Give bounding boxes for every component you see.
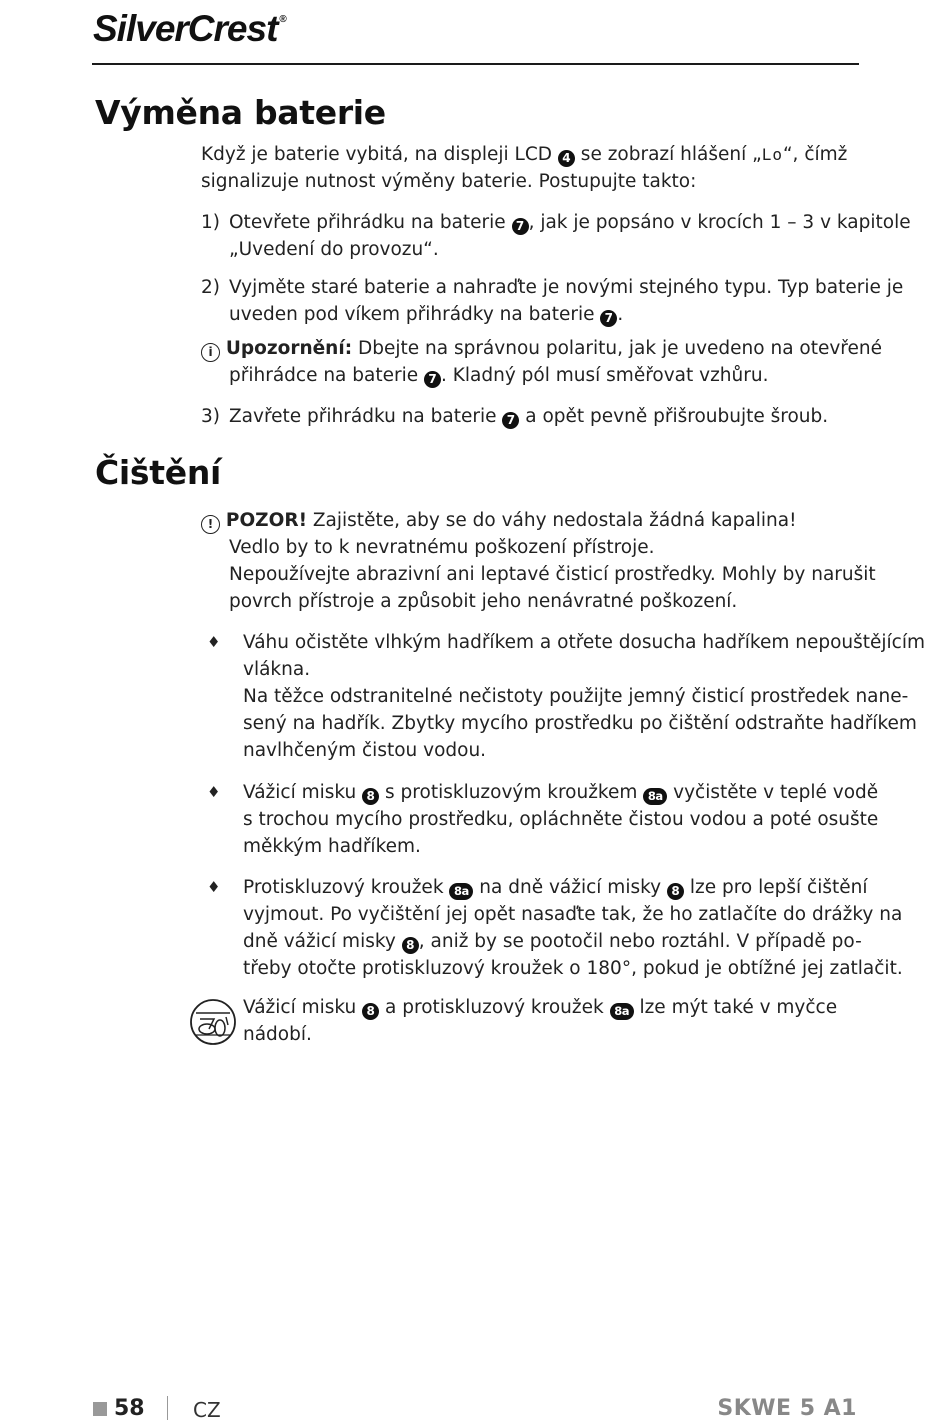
section-title-cleaning: Čištění <box>95 453 222 492</box>
text: lze mýt také v myčce <box>633 997 838 1018</box>
warning-line4: povrch přístroje a způsobit jeho nenávratné poškození. <box>229 591 738 612</box>
text: Vyjměte staré baterie a nahraďte je novými stejného typu. Typ baterie je <box>229 277 904 298</box>
section-title-battery: Výměna baterie <box>95 93 386 132</box>
ref-number-badge: 8 <box>362 1003 379 1020</box>
text: na dně vážicí misky <box>473 877 667 898</box>
bullet3-line3 <box>243 928 862 955</box>
battery-intro-line1 <box>201 141 847 168</box>
text: s protiskluzovým kroužkem <box>379 782 644 803</box>
header-divider <box>92 63 859 65</box>
text: lze pro lepší čištění <box>684 877 868 898</box>
lcd-message: Lo <box>761 145 783 164</box>
step-number: 3) <box>201 406 220 427</box>
dishwasher-line2: nádobí. <box>243 1024 312 1045</box>
ref-number-badge: 7 <box>424 371 441 388</box>
text: vyčistěte v teplé vodě <box>667 782 879 803</box>
ref-number-badge: 7 <box>512 218 529 235</box>
text: Dbejte na správnou polaritu, jak je uvedeno na otevřené <box>352 338 882 359</box>
warning-icon: ! <box>201 515 220 534</box>
text: dně vážicí misky <box>243 931 402 952</box>
model-number: SKWE 5 A1 <box>717 1396 857 1421</box>
text: a protiskluzový kroužek <box>379 997 610 1018</box>
ref-number-badge: 8a <box>643 788 667 805</box>
bullet2-line3: měkkým hadříkem. <box>243 836 421 857</box>
text: “, čímž <box>782 144 848 165</box>
step-1-line1 <box>201 209 911 236</box>
text: uveden pod víkem přihrádky na baterie <box>229 304 601 325</box>
bullet1-line5: navlhčeným čistou vodou. <box>243 740 487 761</box>
brand-name: SilverCrest <box>93 8 278 49</box>
note-line2 <box>229 362 768 389</box>
text: . <box>617 304 624 325</box>
step-2-line2 <box>229 301 623 328</box>
text: a opět pevně přišroubujte šroub. <box>519 406 829 427</box>
bullet1-line1: Váhu očistěte vlhkým hadříkem a otřete dosucha hadříkem nepouštějícím <box>243 632 926 653</box>
brand-logo <box>93 8 286 50</box>
text: Protiskluzový kroužek <box>243 877 450 898</box>
ref-number-badge: 7 <box>502 412 519 429</box>
bullet-diamond-icon: ♦ <box>207 878 221 896</box>
ref-number-badge: 8a <box>610 1003 634 1020</box>
text: Zajistěte, aby se do váhy nedostala žádná kapalina! <box>307 510 797 531</box>
step-1-line2: „Uvedení do provozu“. <box>229 239 439 260</box>
battery-intro-line2: signalizuje nutnost výměny baterie. Postupujte takto: <box>201 171 697 192</box>
language-code: CZ <box>193 1398 221 1422</box>
step-2-line1 <box>201 274 903 301</box>
registered-mark: ® <box>279 14 286 25</box>
step-3 <box>201 403 828 430</box>
ref-number-badge: 8 <box>362 788 379 805</box>
bullet1-line2: vlákna. <box>243 659 311 680</box>
text: Když je baterie vybitá, na displeji LCD <box>201 144 558 165</box>
ref-number-badge: 8 <box>402 937 419 954</box>
dishwasher-line1 <box>243 994 837 1021</box>
text: přihrádce na baterie <box>229 365 424 386</box>
ref-number-badge: 8 <box>667 883 684 900</box>
bullet2-line2: s trochou mycího prostředku, opláchněte čistou vodou a poté osušte <box>243 809 879 830</box>
warning-line3: Nepoužívejte abrazivní ani leptavé čisticí prostředky. Mohly by narušit <box>229 564 876 585</box>
text: , aniž by se pootočil nebo roztáhl. V případě po- <box>418 931 862 952</box>
text: se zobrazí hlášení „ <box>574 144 762 165</box>
bullet-diamond-icon: ♦ <box>207 633 221 651</box>
text: Vážicí misku <box>243 997 363 1018</box>
bullet3-line2: vyjmout. Po vyčištění jej opět nasaďte tak, že ho zatlačíte do drážky na <box>243 904 903 925</box>
step-number: 2) <box>201 277 220 298</box>
warning-label: POZOR! <box>225 510 307 531</box>
text: Otevřete přihrádku na baterie <box>229 212 512 233</box>
warning-line2: Vedlo by to k nevratnému poškození přístroje. <box>229 537 655 558</box>
note-label: Upozornění: <box>225 338 353 359</box>
footer-square-icon <box>93 1402 107 1416</box>
bullet2-line1 <box>243 779 878 806</box>
ref-number-badge: 8a <box>449 883 473 900</box>
bullet3-line4: třeby otočte protiskluzový kroužek o 180°, pokud je obtížné jej zatlačit. <box>243 958 903 979</box>
text: Zavřete přihrádku na baterie <box>229 406 503 427</box>
bullet3-line1 <box>243 874 868 901</box>
ref-number-badge: 4 <box>558 150 575 167</box>
bullet-diamond-icon: ♦ <box>207 783 221 801</box>
footer-divider <box>167 1396 168 1420</box>
bullet1-line3: Na těžce odstranitelné nečistoty použijte jemný čisticí prostředek nane- <box>243 686 909 707</box>
info-icon: i <box>201 343 220 362</box>
ref-number-badge: 7 <box>600 310 617 327</box>
dishwasher-safe-icon <box>188 997 238 1047</box>
bullet1-line4: sený na hadřík. Zbytky mycího prostředku po čištění odstraňte hadříkem <box>243 713 917 734</box>
text: , jak je popsáno v krocích 1 – 3 v kapitole <box>528 212 911 233</box>
text: . Kladný pól musí směřovat vzhůru. <box>441 365 769 386</box>
warning-line1 <box>201 507 796 534</box>
text: Vážicí misku <box>243 782 363 803</box>
step-number: 1) <box>201 212 220 233</box>
page-number: 58 <box>114 1396 145 1421</box>
note-line1 <box>201 335 882 362</box>
